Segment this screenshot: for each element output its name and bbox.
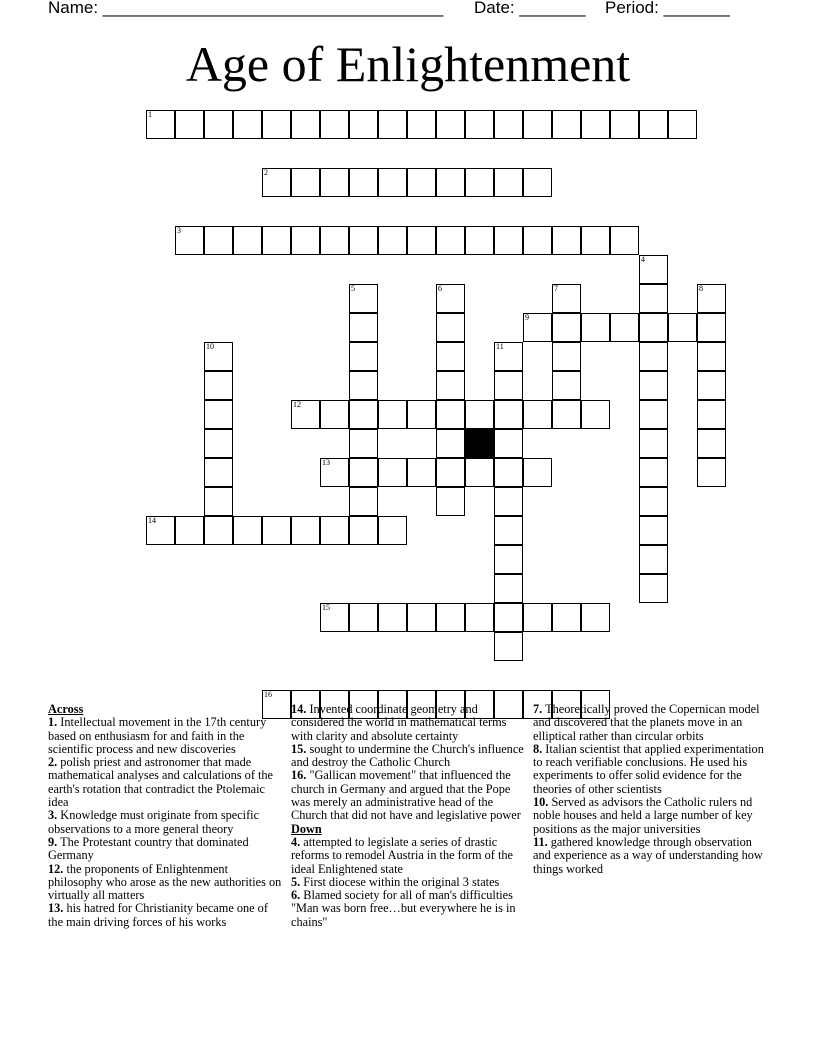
grid-cell[interactable] — [494, 487, 523, 516]
clue-number: 9 — [525, 313, 529, 322]
clue-item-number: 16. — [291, 768, 307, 783]
grid-cell[interactable] — [204, 458, 233, 487]
grid-cell[interactable] — [494, 400, 523, 429]
grid-cell[interactable] — [581, 603, 610, 632]
grid-cell[interactable] — [204, 516, 233, 545]
grid-cell[interactable] — [378, 168, 407, 197]
grid-cell[interactable] — [494, 429, 523, 458]
clue-item-number: 2. — [48, 755, 58, 770]
grid-cell[interactable] — [378, 110, 407, 139]
clues-column-3 — [533, 703, 765, 876]
clue-item-number: 5. — [291, 874, 301, 889]
grid-cell[interactable] — [204, 429, 233, 458]
grid-cell[interactable] — [465, 110, 494, 139]
clue-number: 13 — [322, 458, 330, 467]
clue-number: 14 — [148, 516, 156, 525]
grid-cell[interactable] — [639, 284, 668, 313]
clue-item — [48, 756, 284, 809]
grid-cell[interactable] — [697, 429, 726, 458]
grid-cell[interactable] — [378, 516, 407, 545]
grid-cell[interactable] — [639, 371, 668, 400]
clue-item — [48, 863, 284, 903]
clue-number: 11 — [496, 342, 504, 351]
name-field[interactable]: Name: ____________________________________ — [48, 0, 444, 17]
grid-cell[interactable] — [494, 516, 523, 545]
clue-item — [48, 836, 284, 863]
grid-cell[interactable] — [465, 226, 494, 255]
grid-cell[interactable] — [610, 313, 639, 342]
grid-cell[interactable] — [204, 110, 233, 139]
clues-column-1 — [48, 703, 284, 929]
down-heading: Down — [291, 821, 322, 836]
grid-cell[interactable] — [262, 110, 291, 139]
grid-cell[interactable] — [291, 516, 320, 545]
clue-item — [48, 716, 284, 756]
grid-cell[interactable] — [320, 226, 349, 255]
grid-cell[interactable] — [639, 458, 668, 487]
grid-cell[interactable] — [436, 110, 465, 139]
grid-cell[interactable] — [552, 226, 581, 255]
grid-cell[interactable] — [697, 313, 726, 342]
grid-cell[interactable] — [320, 400, 349, 429]
grid-cell[interactable] — [523, 110, 552, 139]
grid-cell[interactable] — [523, 400, 552, 429]
grid-cell[interactable] — [494, 458, 523, 487]
grid-cell[interactable] — [407, 226, 436, 255]
clue-item — [48, 809, 284, 836]
clue-item-number: 4. — [291, 834, 301, 849]
grid-cell[interactable] — [262, 516, 291, 545]
clue-item-text: Intellectual movement in the 17th century based on enthusiasm for and faith in the scientific process and new discoveries — [48, 715, 267, 756]
grid-cell[interactable] — [436, 487, 465, 516]
grid-cell[interactable] — [465, 400, 494, 429]
clue-item-text: First diocese within the original 3 states — [300, 874, 500, 889]
clues-column-2 — [291, 703, 527, 929]
grid-cell[interactable] — [349, 400, 378, 429]
grid-cell[interactable] — [639, 110, 668, 139]
clue-number: 1 — [148, 110, 152, 119]
clue-item — [533, 703, 765, 743]
grid-cell[interactable] — [291, 226, 320, 255]
clue-item — [291, 836, 527, 876]
grid-cell[interactable] — [407, 400, 436, 429]
grid-cell[interactable] — [697, 342, 726, 371]
grid-cell[interactable] — [697, 400, 726, 429]
clue-item-text: Served as advisors the Catholic rulers nd noble houses and held a large number of key positions as the major universities — [533, 795, 753, 836]
grid-cell[interactable] — [262, 226, 291, 255]
grid-cell[interactable] — [639, 545, 668, 574]
grid-cell[interactable] — [436, 603, 465, 632]
grid-cell[interactable] — [349, 516, 378, 545]
grid-cell[interactable] — [494, 371, 523, 400]
grid-cell[interactable] — [349, 603, 378, 632]
clue-number: 3 — [177, 226, 181, 235]
grid-cell[interactable] — [494, 545, 523, 574]
clue-item — [291, 769, 527, 822]
period-field[interactable]: Period: _______ — [605, 0, 730, 17]
clue-item-text: Invented coordinate geometry and considered the world in mathematical terms with clarity and absolute certainty — [291, 702, 507, 743]
grid-cell[interactable] — [494, 168, 523, 197]
across-heading: Across — [48, 702, 84, 716]
grid-cell[interactable] — [581, 226, 610, 255]
grid-cell[interactable] — [291, 168, 320, 197]
clue-item — [291, 876, 527, 889]
grid-cell[interactable] — [523, 458, 552, 487]
clue-item-text: Theoretically proved the Copernican model and discovered that the planets move in an elliptical rather than circular orbits — [533, 702, 760, 743]
clue-item-text: sought to undermine the Church's influence and destroy the Catholic Church — [291, 741, 524, 770]
clue-number: 10 — [206, 342, 214, 351]
grid-cell[interactable] — [233, 226, 262, 255]
grid-cell[interactable] — [378, 603, 407, 632]
grid-cell[interactable] — [552, 110, 581, 139]
grid-cell[interactable] — [291, 110, 320, 139]
grid-cell[interactable] — [581, 400, 610, 429]
grid-cell[interactable] — [378, 226, 407, 255]
clue-number: 8 — [699, 284, 703, 293]
grid-cell[interactable] — [320, 110, 349, 139]
grid-cell[interactable] — [581, 313, 610, 342]
grid-cell[interactable] — [233, 516, 262, 545]
clue-item-number: 13. — [48, 901, 64, 916]
clue-item-text: gathered knowledge through observation and experience as a way of understanding how things worked — [533, 834, 763, 876]
grid-cell[interactable] — [349, 313, 378, 342]
clue-item-text: Blamed society for all of man's difficulties "Man was born free…but everywhere he is in chains" — [291, 888, 516, 929]
grid-cell[interactable] — [639, 516, 668, 545]
clue-number: 16 — [264, 690, 272, 699]
grid-cell[interactable] — [639, 429, 668, 458]
grid-cell[interactable] — [610, 226, 639, 255]
grid-cell[interactable] — [320, 168, 349, 197]
clue-item — [291, 703, 527, 743]
grid-cell[interactable] — [494, 110, 523, 139]
clue-number: 4 — [641, 255, 645, 264]
grid-cell[interactable] — [349, 371, 378, 400]
grid-cell[interactable] — [668, 110, 697, 139]
clue-item-text: Knowledge must originate from specific observations to a more general theory — [48, 808, 260, 836]
clue-item-number: 12. — [48, 861, 64, 876]
clue-item — [48, 902, 284, 929]
grid-cell[interactable] — [204, 487, 233, 516]
clue-item-text: "Gallican movement" that influenced the church in Germany and argued that the Pope was merely an administrative head of the Church that did not have and legislative power — [291, 768, 521, 823]
grid-cell[interactable] — [349, 168, 378, 197]
grid-cell[interactable] — [697, 458, 726, 487]
grid-cell[interactable] — [465, 458, 494, 487]
grid-cell[interactable] — [639, 574, 668, 603]
clue-item-text: polish priest and astronomer that made mathematical analyses and calculations of the earth's rotation that contradict the Ptolemaic idea — [48, 755, 274, 810]
clue-item-number: 14. — [291, 702, 307, 716]
grid-cell[interactable] — [407, 458, 436, 487]
grid-cell[interactable] — [436, 458, 465, 487]
grid-cell[interactable] — [407, 168, 436, 197]
grid-cell[interactable] — [378, 458, 407, 487]
clue-number: 2 — [264, 168, 268, 177]
grid-cell[interactable] — [204, 371, 233, 400]
grid-cell[interactable] — [349, 458, 378, 487]
grid-cell[interactable] — [204, 226, 233, 255]
clue-item-text: The Protestant country that dominated Germany — [48, 834, 249, 863]
grid-cell[interactable] — [175, 110, 204, 139]
grid-cell[interactable] — [349, 429, 378, 458]
clue-item-number: 3. — [48, 808, 58, 823]
clue-item — [291, 889, 527, 929]
grid-cell[interactable] — [233, 110, 262, 139]
grid-cell[interactable] — [610, 110, 639, 139]
grid-cell[interactable] — [697, 371, 726, 400]
grid-cell[interactable] — [494, 603, 523, 632]
grid-cell[interactable] — [175, 516, 204, 545]
clue-item — [291, 743, 527, 770]
grid-cell[interactable] — [436, 342, 465, 371]
grid-cell[interactable] — [552, 371, 581, 400]
clue-item-text: the proponents of Enlightenment philosophy who arose as the new authorities on virtually all matters — [48, 861, 282, 903]
grid-cell[interactable] — [407, 110, 436, 139]
clue-item — [533, 796, 765, 836]
grid-cell[interactable] — [465, 168, 494, 197]
grid-cell[interactable] — [552, 603, 581, 632]
grid-cell[interactable] — [436, 400, 465, 429]
grid-cell[interactable] — [349, 226, 378, 255]
grid-cell[interactable] — [349, 342, 378, 371]
clue-number: 7 — [554, 284, 558, 293]
grid-cell[interactable] — [204, 400, 233, 429]
grid-cell[interactable] — [552, 342, 581, 371]
grid-cell[interactable] — [581, 110, 610, 139]
clue-item-number: 8. — [533, 741, 543, 756]
grid-cell[interactable] — [639, 487, 668, 516]
grid-cell[interactable] — [320, 516, 349, 545]
clue-item-number: 9. — [48, 834, 58, 849]
grid-cell[interactable] — [436, 313, 465, 342]
clue-number: 6 — [438, 284, 442, 293]
grid-cell[interactable] — [436, 168, 465, 197]
grid-cell[interactable] — [639, 342, 668, 371]
grid-cell[interactable] — [494, 632, 523, 661]
clue-number: 15 — [322, 603, 330, 612]
clue-number: 12 — [293, 400, 301, 409]
page-title: Age of Enlightenment — [185, 36, 631, 92]
clue-item-text: his hatred for Christianity became one of the main driving forces of his works — [48, 901, 268, 929]
clue-number: 5 — [351, 284, 355, 293]
grid-cell[interactable] — [523, 226, 552, 255]
grid-cell[interactable] — [494, 226, 523, 255]
grid-cell[interactable] — [494, 574, 523, 603]
clue-item — [533, 743, 765, 796]
grid-cell[interactable] — [552, 313, 581, 342]
grid-cell[interactable] — [639, 400, 668, 429]
grid-cell[interactable] — [523, 603, 552, 632]
grid-cell[interactable] — [436, 429, 465, 458]
grid-cell[interactable] — [552, 400, 581, 429]
grid-cell[interactable] — [668, 313, 697, 342]
grid-cell[interactable] — [523, 168, 552, 197]
grid-cell[interactable] — [639, 313, 668, 342]
clue-item-number: 15. — [291, 741, 307, 756]
grid-cell[interactable] — [349, 487, 378, 516]
grid-cell[interactable] — [407, 603, 436, 632]
grid-cell[interactable] — [436, 226, 465, 255]
clue-item-text: attempted to legislate a series of drastic reforms to remodel Austria in the form of the ideal Enlightened state — [291, 834, 513, 876]
clue-item-number: 10. — [533, 795, 549, 810]
grid-cell[interactable] — [378, 400, 407, 429]
grid-cell[interactable] — [465, 603, 494, 632]
clue-item-number: 1. — [48, 715, 58, 730]
clue-item-number: 6. — [291, 888, 301, 903]
clue-item — [533, 836, 765, 876]
grid-cell[interactable] — [349, 110, 378, 139]
grid-cell[interactable] — [436, 371, 465, 400]
clue-item-number: 11. — [533, 834, 548, 849]
black-cell — [465, 429, 494, 458]
clue-item-text: Italian scientist that applied experimentation to reach verifiable conclusions. He used his experiments to offer solid evidence for the theories of other scientists — [533, 741, 764, 796]
date-field[interactable]: Date: _______ — [474, 0, 586, 17]
clue-item-number: 7. — [533, 702, 543, 716]
